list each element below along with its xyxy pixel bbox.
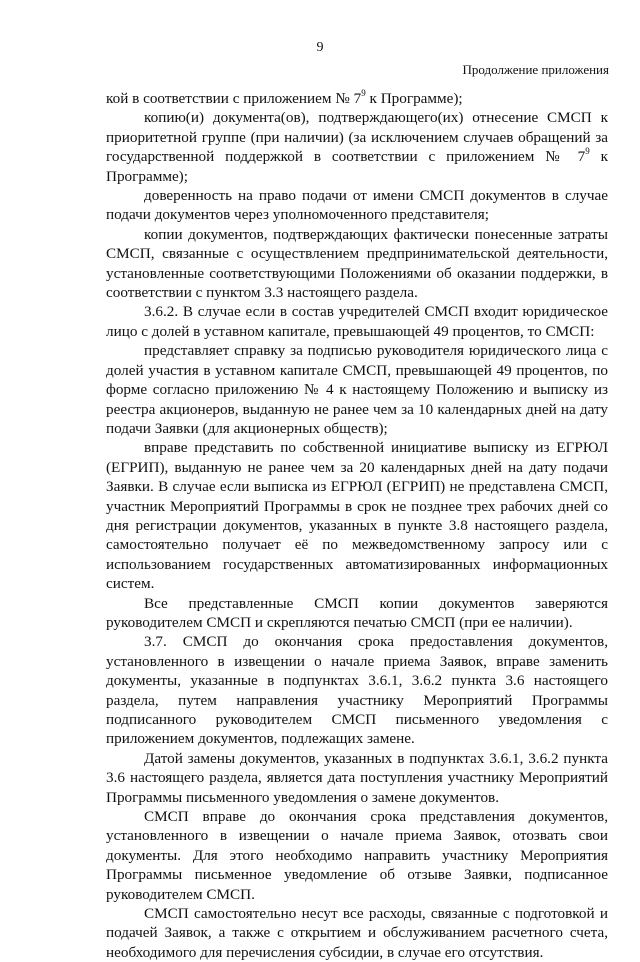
paragraph-4: 3.6.2. В случае если в состав учредителей СМСП входит юридическое лицо с долей в уставном капитале, превышающей 49 процентов, то СМСП: (106, 303, 608, 340)
paragraph-0: кой в соответствии с приложением № $7^9$ к Программе); (106, 87, 463, 107)
paragraph-7: Все представленные СМСП копии документов заверяются руководителем СМСП и скрепляются печатью СМСП (при ее наличии). (106, 594, 608, 631)
continuation-label: Продолжение приложения (462, 62, 609, 77)
paragraph-5: представляет справку за подписью руководителя юридического лица с долей участия в уставном капитале СМСП, превышающей 49 процентов, по форме согласно приложению № 4 к настоящему Положению и выписку из реестра акционеров, выданную не ранее чем за 10 календарных дней на дату подачи Заявки (для акционерных обществ); (106, 342, 608, 437)
paragraph-6: вправе представить по собственной инициативе выписку из ЕГРЮЛ (ЕГРИП), выданную не ранее чем за 20 календарных дней на дату подачи Заявки. В случае если выписка из ЕГРЮЛ (ЕГРИП) не представлена СМСП, участник Мероприятий Программы в срок не позднее трех рабочих дней со дня регистрации документов, указанных в пункте 3.8 настоящего раздела, самостоятельно получает её по межведомственному запросу или с использованием государственных автоматизированных информационных систем. (106, 439, 608, 593)
paragraph-11: СМСП самостоятельно несут все расходы, связанные с подготовкой и подачей Заявок, а также с открытием и обслуживанием расчетного счета, необходимого для перечисления субсидии, в случае его отсутствия. (106, 905, 608, 961)
paragraph-3: копии документов, подтверждающих фактически понесенные затраты СМСП, связанные с осуществлением предпринимательской деятельности, установленные соответствующими Положениями об оказании поддержки, в соответствии с пунктом 3.3 настоящего раздела. (106, 225, 608, 302)
paragraph-9: Датой замены документов, указанных в подпунктах 3.6.1, 3.6.2 пункта 3.6 настоящего раздела, является дата поступления участнику Мероприятий Программы письменного уведомления о замене документов. (106, 749, 608, 806)
paragraph-8: 3.7. СМСП до окончания срока предоставления документов, установленного в извещении о начале приема Заявок, вправе заменить документы, указанные в подпунктах 3.6.1, 3.6.2 пункта 3.6 настоящего раздела, путем направления участнику Мероприятий Программы подписанного руководителем СМСП письменного уведомления с приложением документов, подлежащих замене. (106, 633, 608, 748)
paragraph-2: доверенность на право подачи от имени СМСП документов в случае подачи документов через уполномоченного представителя; (106, 187, 608, 224)
paragraph-1: копию(и) документа(ов), подтверждающего(их) отнесение СМСП к приоритетной группе (при наличии) (за исключением случаев обращений за государственной поддержкой в соответствии с приложением № $7^9$ к Программе); (106, 109, 608, 185)
paragraph-10: СМСП вправе до окончания срока представления документов, установленного в извещении о начале приема Заявок, отозвать свои документы. Для этого необходимо направить участнику Мероприятия Программы письменное уведомление об отзыве Заявки, подписанное руководителем СМСП. (106, 808, 608, 903)
document-body (106, 89, 608, 962)
page-number: 9 (316, 40, 324, 55)
